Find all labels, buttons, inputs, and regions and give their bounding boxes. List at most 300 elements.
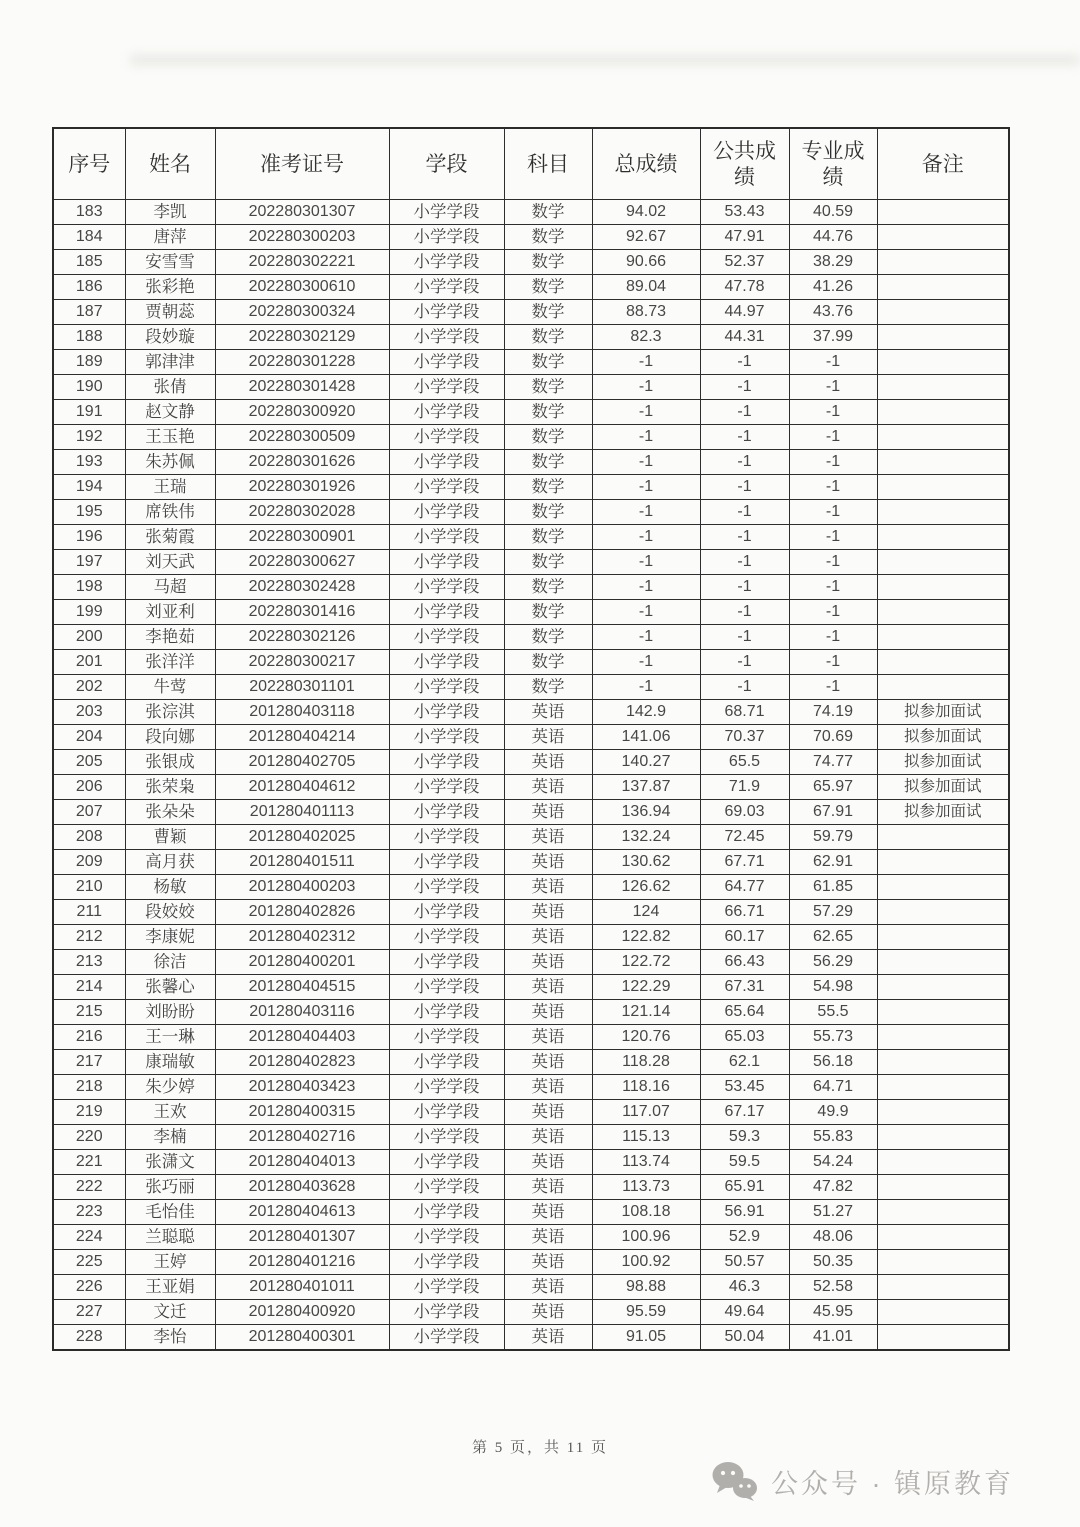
- table-cell: 数学: [504, 650, 592, 675]
- table-cell: -1: [700, 475, 789, 500]
- table-cell: 212: [53, 925, 125, 950]
- table-cell: [877, 1100, 1009, 1125]
- table-cell: [877, 975, 1009, 1000]
- table-cell: -1: [789, 350, 877, 375]
- table-cell: 英语: [504, 750, 592, 775]
- table-cell: 小学学段: [389, 775, 504, 800]
- table-cell: 225: [53, 1250, 125, 1275]
- table-cell: 202280300217: [215, 650, 389, 675]
- table-cell: -1: [592, 600, 700, 625]
- table-cell: -1: [700, 400, 789, 425]
- table-row: [53, 1150, 1009, 1175]
- table-row: [53, 675, 1009, 700]
- table-cell: -1: [789, 650, 877, 675]
- table-cell: 223: [53, 1200, 125, 1225]
- table-row: [53, 1300, 1009, 1325]
- table-cell: 68.71: [700, 700, 789, 725]
- table-cell: 41.26: [789, 275, 877, 300]
- table-cell: 小学学段: [389, 500, 504, 525]
- table-cell: 唐萍: [125, 225, 215, 250]
- table-cell: 贾朝蕊: [125, 300, 215, 325]
- table-cell: 44.31: [700, 325, 789, 350]
- table-cell: [877, 650, 1009, 675]
- table-cell: 小学学段: [389, 1225, 504, 1250]
- table-cell: 李怡: [125, 1325, 215, 1351]
- table-cell: 67.31: [700, 975, 789, 1000]
- table-cell: 82.3: [592, 325, 700, 350]
- table-cell: 100.96: [592, 1225, 700, 1250]
- table-cell: 201280403628: [215, 1175, 389, 1200]
- table-cell: 201280400315: [215, 1100, 389, 1125]
- table-cell: 英语: [504, 925, 592, 950]
- column-header: 序号: [53, 128, 125, 200]
- scan-artifact: [130, 54, 1080, 66]
- table-cell: 202280301428: [215, 375, 389, 400]
- table-cell: 小学学段: [389, 675, 504, 700]
- table-cell: 57.29: [789, 900, 877, 925]
- table-cell: 199: [53, 600, 125, 625]
- table-cell: 95.59: [592, 1300, 700, 1325]
- table-row: [53, 250, 1009, 275]
- table-cell: 数学: [504, 300, 592, 325]
- table-cell: -1: [592, 450, 700, 475]
- table-cell: 张银成: [125, 750, 215, 775]
- table-cell: 201280400301: [215, 1325, 389, 1351]
- table-cell: 英语: [504, 1325, 592, 1351]
- table-cell: 小学学段: [389, 650, 504, 675]
- table-cell: 54.24: [789, 1150, 877, 1175]
- table-cell: 206: [53, 775, 125, 800]
- table-cell: -1: [592, 400, 700, 425]
- table-cell: [877, 350, 1009, 375]
- table-cell: 122.29: [592, 975, 700, 1000]
- table-cell: 数学: [504, 250, 592, 275]
- table-cell: 英语: [504, 700, 592, 725]
- table-cell: 杨敏: [125, 875, 215, 900]
- table-cell: 小学学段: [389, 1000, 504, 1025]
- table-cell: [877, 625, 1009, 650]
- table-cell: 数学: [504, 400, 592, 425]
- table-cell: 小学学段: [389, 600, 504, 625]
- table-cell: -1: [592, 500, 700, 525]
- table-cell: 张荣枭: [125, 775, 215, 800]
- table-cell: 50.04: [700, 1325, 789, 1351]
- table-cell: 41.01: [789, 1325, 877, 1351]
- table-row: [53, 1325, 1009, 1351]
- table-cell: 118.16: [592, 1075, 700, 1100]
- table-cell: 188: [53, 325, 125, 350]
- table-cell: 122.82: [592, 925, 700, 950]
- table-cell: -1: [700, 575, 789, 600]
- table-cell: 英语: [504, 1075, 592, 1100]
- table-row: [53, 625, 1009, 650]
- table-row: [53, 400, 1009, 425]
- table-cell: 小学学段: [389, 1250, 504, 1275]
- table-row: [53, 200, 1009, 225]
- table-cell: -1: [789, 625, 877, 650]
- table-cell: 数学: [504, 550, 592, 575]
- table-cell: 小学学段: [389, 1100, 504, 1125]
- table-cell: -1: [700, 525, 789, 550]
- table-cell: -1: [592, 425, 700, 450]
- table-cell: 221: [53, 1150, 125, 1175]
- table-row: [53, 325, 1009, 350]
- table-cell: [877, 900, 1009, 925]
- table-cell: 英语: [504, 1000, 592, 1025]
- table-cell: 小学学段: [389, 200, 504, 225]
- column-header: 总成绩: [592, 128, 700, 200]
- table-cell: 英语: [504, 775, 592, 800]
- table-row: [53, 650, 1009, 675]
- table-cell: 王欢: [125, 1100, 215, 1125]
- table-cell: 69.03: [700, 800, 789, 825]
- table-cell: -1: [700, 350, 789, 375]
- table-cell: 48.06: [789, 1225, 877, 1250]
- table-cell: -1: [592, 350, 700, 375]
- table-row: [53, 475, 1009, 500]
- table-cell: 数学: [504, 475, 592, 500]
- table-cell: 小学学段: [389, 450, 504, 475]
- table-cell: 英语: [504, 1050, 592, 1075]
- table-cell: 小学学段: [389, 1325, 504, 1351]
- table-cell: 小学学段: [389, 375, 504, 400]
- table-cell: -1: [700, 500, 789, 525]
- table-cell: -1: [700, 550, 789, 575]
- table-cell: 228: [53, 1325, 125, 1351]
- table-cell: 小学学段: [389, 925, 504, 950]
- table-cell: -1: [592, 525, 700, 550]
- table-cell: 201280402705: [215, 750, 389, 775]
- table-cell: 数学: [504, 275, 592, 300]
- table-cell: 37.99: [789, 325, 877, 350]
- table-cell: 214: [53, 975, 125, 1000]
- table-cell: 137.87: [592, 775, 700, 800]
- table-cell: 拟参加面试: [877, 700, 1009, 725]
- table-cell: 数学: [504, 325, 592, 350]
- table-cell: 71.9: [700, 775, 789, 800]
- table-row: [53, 575, 1009, 600]
- table-cell: 52.37: [700, 250, 789, 275]
- table-cell: 202280301416: [215, 600, 389, 625]
- table-cell: 185: [53, 250, 125, 275]
- table-cell: 202: [53, 675, 125, 700]
- table-cell: 61.85: [789, 875, 877, 900]
- table-cell: 202280300203: [215, 225, 389, 250]
- table-cell: [877, 200, 1009, 225]
- table-cell: 197: [53, 550, 125, 575]
- table-cell: 70.37: [700, 725, 789, 750]
- table-cell: [877, 600, 1009, 625]
- table-cell: 201280402826: [215, 900, 389, 925]
- table-cell: 52.58: [789, 1275, 877, 1300]
- watermark-label: 公众号 · 镇原教育: [771, 1468, 1014, 1499]
- table-cell: -1: [700, 650, 789, 675]
- table-cell: 202280300920: [215, 400, 389, 425]
- table-cell: 56.29: [789, 950, 877, 975]
- wechat-icon: [711, 1461, 759, 1501]
- table-cell: 74.77: [789, 750, 877, 775]
- column-header: 专业成绩: [789, 128, 877, 200]
- table-row: [53, 450, 1009, 475]
- table-cell: 213: [53, 950, 125, 975]
- header-row: [53, 128, 1009, 200]
- table-cell: 201280400201: [215, 950, 389, 975]
- table-cell: -1: [789, 600, 877, 625]
- table-row: [53, 1000, 1009, 1025]
- table-cell: 201280404613: [215, 1200, 389, 1225]
- table-cell: 数学: [504, 425, 592, 450]
- table-cell: 44.97: [700, 300, 789, 325]
- column-header: 备注: [877, 128, 1009, 200]
- table-cell: 202280300610: [215, 275, 389, 300]
- table-cell: [877, 675, 1009, 700]
- table-cell: 72.45: [700, 825, 789, 850]
- table-cell: 121.14: [592, 1000, 700, 1025]
- table-cell: 118.28: [592, 1050, 700, 1075]
- table-cell: 201280401216: [215, 1250, 389, 1275]
- table-cell: 高月获: [125, 850, 215, 875]
- table-cell: 朱苏佩: [125, 450, 215, 475]
- table-cell: 小学学段: [389, 1275, 504, 1300]
- table-cell: 刘盼盼: [125, 1000, 215, 1025]
- table-cell: 201280402025: [215, 825, 389, 850]
- table-cell: 67.91: [789, 800, 877, 825]
- table-row: [53, 275, 1009, 300]
- table-cell: 王瑞: [125, 475, 215, 500]
- table-cell: -1: [789, 550, 877, 575]
- table-cell: [877, 1300, 1009, 1325]
- table-cell: 李康妮: [125, 925, 215, 950]
- table-cell: 英语: [504, 850, 592, 875]
- table-cell: [877, 275, 1009, 300]
- table-cell: [877, 1025, 1009, 1050]
- table-row: [53, 975, 1009, 1000]
- table-cell: [877, 1175, 1009, 1200]
- score-table: [52, 127, 1010, 1351]
- table-cell: -1: [789, 375, 877, 400]
- table-cell: [877, 300, 1009, 325]
- table-cell: 201280404612: [215, 775, 389, 800]
- table-cell: 202280300324: [215, 300, 389, 325]
- table-cell: 55.83: [789, 1125, 877, 1150]
- table-cell: 牛莺: [125, 675, 215, 700]
- table-cell: 席铁伟: [125, 500, 215, 525]
- table-cell: -1: [789, 525, 877, 550]
- table-row: [53, 300, 1009, 325]
- table-cell: 小学学段: [389, 950, 504, 975]
- table-cell: 小学学段: [389, 750, 504, 775]
- table-row: [53, 500, 1009, 525]
- table-cell: [877, 475, 1009, 500]
- table-cell: [877, 225, 1009, 250]
- table-cell: [877, 550, 1009, 575]
- table-row: [53, 900, 1009, 925]
- table-cell: 47.91: [700, 225, 789, 250]
- table-cell: 英语: [504, 950, 592, 975]
- table-cell: 215: [53, 1000, 125, 1025]
- table-cell: 小学学段: [389, 400, 504, 425]
- table-cell: 201280400920: [215, 1300, 389, 1325]
- table-cell: 124: [592, 900, 700, 925]
- table-cell: 张潇文: [125, 1150, 215, 1175]
- table-row: [53, 1075, 1009, 1100]
- table-cell: -1: [592, 675, 700, 700]
- table-row: [53, 1025, 1009, 1050]
- table-cell: [877, 1150, 1009, 1175]
- table-cell: -1: [700, 425, 789, 450]
- table-cell: 98.88: [592, 1275, 700, 1300]
- table-cell: -1: [789, 450, 877, 475]
- table-cell: 202280302028: [215, 500, 389, 525]
- table-row: [53, 225, 1009, 250]
- table-cell: 小学学段: [389, 475, 504, 500]
- table-cell: 201280401113: [215, 800, 389, 825]
- table-cell: 数学: [504, 450, 592, 475]
- table-cell: 46.3: [700, 1275, 789, 1300]
- table-cell: 67.17: [700, 1100, 789, 1125]
- table-cell: 英语: [504, 1300, 592, 1325]
- table-cell: 数学: [504, 625, 592, 650]
- table-row: [53, 950, 1009, 975]
- table-cell: 53.43: [700, 200, 789, 225]
- table-cell: 115.13: [592, 1125, 700, 1150]
- table-row: [53, 1225, 1009, 1250]
- table-cell: 拟参加面试: [877, 775, 1009, 800]
- table-cell: 英语: [504, 1250, 592, 1275]
- table-cell: 小学学段: [389, 1075, 504, 1100]
- table-cell: 56.91: [700, 1200, 789, 1225]
- table-cell: 数学: [504, 375, 592, 400]
- table-row: [53, 925, 1009, 950]
- table-cell: 小学学段: [389, 250, 504, 275]
- table-cell: 兰聪聪: [125, 1225, 215, 1250]
- table-cell: 张彩艳: [125, 275, 215, 300]
- table-cell: 张巧丽: [125, 1175, 215, 1200]
- table-cell: 201280403423: [215, 1075, 389, 1100]
- table-cell: 190: [53, 375, 125, 400]
- table-cell: 203: [53, 700, 125, 725]
- table-cell: 数学: [504, 350, 592, 375]
- table-cell: 208: [53, 825, 125, 850]
- table-cell: 65.03: [700, 1025, 789, 1050]
- table-body: [53, 200, 1009, 1351]
- table-cell: 44.76: [789, 225, 877, 250]
- table-cell: [877, 875, 1009, 900]
- table-cell: -1: [789, 675, 877, 700]
- table-cell: 66.71: [700, 900, 789, 925]
- table-row: [53, 1175, 1009, 1200]
- table-cell: 189: [53, 350, 125, 375]
- table-cell: 89.04: [592, 275, 700, 300]
- table-cell: 英语: [504, 1175, 592, 1200]
- table-cell: 59.3: [700, 1125, 789, 1150]
- table-cell: 51.27: [789, 1200, 877, 1225]
- table-cell: [877, 1250, 1009, 1275]
- column-header: 姓名: [125, 128, 215, 200]
- table-cell: 193: [53, 450, 125, 475]
- table-cell: 张朵朵: [125, 800, 215, 825]
- table-cell: 194: [53, 475, 125, 500]
- table-cell: 202280300901: [215, 525, 389, 550]
- table-cell: 91.05: [592, 1325, 700, 1351]
- table-cell: -1: [789, 500, 877, 525]
- table-cell: 216: [53, 1025, 125, 1050]
- table-cell: 64.77: [700, 875, 789, 900]
- table-cell: 小学学段: [389, 800, 504, 825]
- table-cell: 218: [53, 1075, 125, 1100]
- table-cell: 50.35: [789, 1250, 877, 1275]
- table-row: [53, 1100, 1009, 1125]
- table-cell: 小学学段: [389, 225, 504, 250]
- table-cell: 120.76: [592, 1025, 700, 1050]
- table-cell: 文迁: [125, 1300, 215, 1325]
- table-cell: 53.45: [700, 1075, 789, 1100]
- table-cell: 205: [53, 750, 125, 775]
- table-cell: 201280401511: [215, 850, 389, 875]
- table-cell: 126.62: [592, 875, 700, 900]
- table-cell: [877, 1050, 1009, 1075]
- table-row: [53, 525, 1009, 550]
- table-cell: 数学: [504, 575, 592, 600]
- table-cell: 英语: [504, 1200, 592, 1225]
- table-cell: 数学: [504, 500, 592, 525]
- table-cell: [877, 950, 1009, 975]
- table-cell: -1: [789, 425, 877, 450]
- table-cell: 55.5: [789, 1000, 877, 1025]
- table-cell: 90.66: [592, 250, 700, 275]
- table-row: [53, 1275, 1009, 1300]
- table-cell: -1: [700, 450, 789, 475]
- table-cell: 刘亚利: [125, 600, 215, 625]
- table-cell: 安雪雪: [125, 250, 215, 275]
- table-cell: 202280301228: [215, 350, 389, 375]
- table-cell: -1: [700, 675, 789, 700]
- table-cell: 209: [53, 850, 125, 875]
- table-cell: 小学学段: [389, 550, 504, 575]
- table-cell: 201280402716: [215, 1125, 389, 1150]
- table-cell: 227: [53, 1300, 125, 1325]
- table-cell: -1: [789, 475, 877, 500]
- table-cell: 54.98: [789, 975, 877, 1000]
- table-cell: 毛怡佳: [125, 1200, 215, 1225]
- table-cell: 小学学段: [389, 275, 504, 300]
- table-cell: 100.92: [592, 1250, 700, 1275]
- table-cell: 小学学段: [389, 425, 504, 450]
- table-cell: 小学学段: [389, 825, 504, 850]
- table-cell: 66.43: [700, 950, 789, 975]
- table-cell: 113.74: [592, 1150, 700, 1175]
- table-cell: 康瑞敏: [125, 1050, 215, 1075]
- table-cell: 数学: [504, 675, 592, 700]
- table-cell: 英语: [504, 1275, 592, 1300]
- table-cell: 226: [53, 1275, 125, 1300]
- table-cell: [877, 1000, 1009, 1025]
- table-cell: 62.91: [789, 850, 877, 875]
- table-cell: 小学学段: [389, 700, 504, 725]
- table-cell: 小学学段: [389, 850, 504, 875]
- table-cell: 210: [53, 875, 125, 900]
- table-row: [53, 850, 1009, 875]
- table-cell: 59.5: [700, 1150, 789, 1175]
- table-cell: 数学: [504, 600, 592, 625]
- table-cell: 小学学段: [389, 525, 504, 550]
- column-header: 准考证号: [215, 128, 389, 200]
- table-cell: -1: [700, 375, 789, 400]
- table-cell: 201280402312: [215, 925, 389, 950]
- table-cell: [877, 1200, 1009, 1225]
- table-cell: 202280301101: [215, 675, 389, 700]
- table-cell: 50.57: [700, 1250, 789, 1275]
